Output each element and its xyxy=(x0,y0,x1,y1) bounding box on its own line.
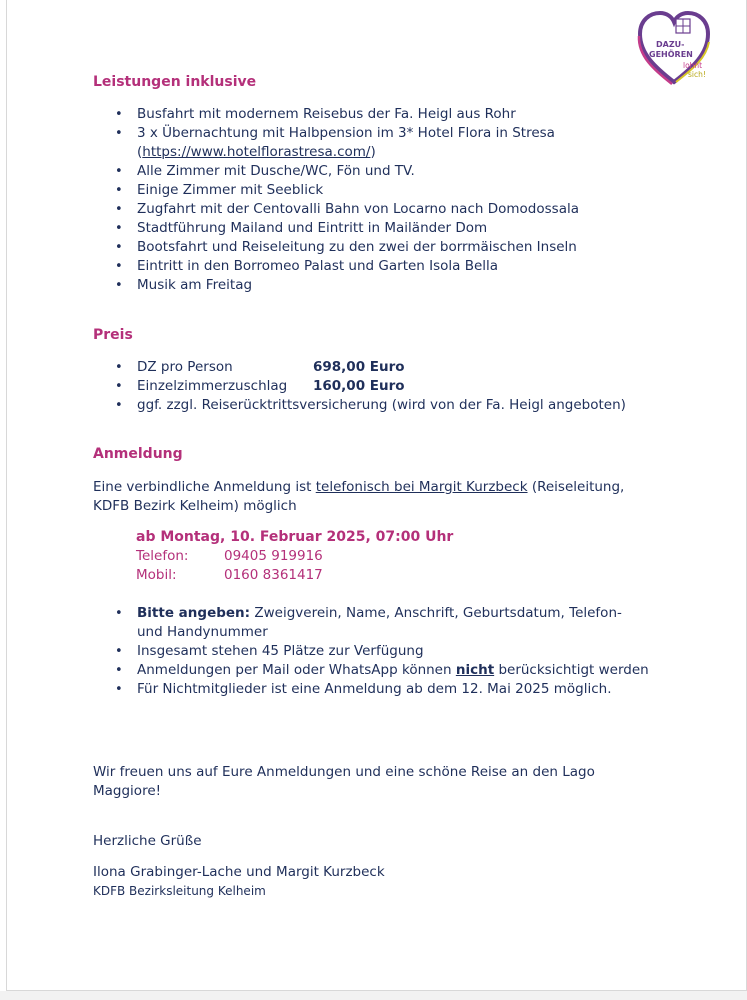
bitte-angeben-label: Bitte angeben: xyxy=(137,605,251,621)
logo-line-3: lohnt xyxy=(683,61,703,70)
closing-line-1: Wir freuen uns auf Eure Anmeldungen und eine schöne Reise an den Lago xyxy=(93,764,595,780)
logo-line-1: DAZU- xyxy=(656,40,685,49)
closing-line-2: Maggiore! xyxy=(93,783,162,799)
mail-text: Anmeldungen per Mail oder WhatsApp können xyxy=(137,662,456,678)
nicht-emphasis: nicht xyxy=(455,662,495,678)
list-item: • Musik am Freitag xyxy=(93,276,733,295)
price-value: 160,00 Euro xyxy=(313,378,405,394)
list-item: • Stadtführung Mailand und Eintritt in Mailänder Dom xyxy=(93,219,733,238)
list-item: • Für Nichtmitglieder ist eine Anmeldung ab dem 12. Mai 2025 möglich. xyxy=(93,680,733,699)
greeting: Herzliche Grüße xyxy=(93,833,202,849)
bitte-angeben-text-line2: und Handynummer xyxy=(137,624,268,640)
list-item: • Insgesamt stehen 45 Plätze zur Verfügung xyxy=(93,642,733,661)
mobil-value: 0160 8361417 xyxy=(224,567,323,583)
list-item xyxy=(93,124,733,162)
price-row-ez xyxy=(93,377,733,396)
hotel-link[interactable]: https://www.hotelflorastresa.com/ xyxy=(142,144,371,160)
telefon-value: 09405 919916 xyxy=(224,548,323,564)
link-paren-close: ) xyxy=(370,144,376,160)
mobil-row xyxy=(136,566,323,585)
price-label: Einzelzimmerzuschlag xyxy=(137,378,288,394)
bitte-angeben-text: Zweigverein, Name, Anschrift, Geburtsdatum, Telefon- xyxy=(250,605,622,621)
telefon-row xyxy=(136,547,323,566)
list-item xyxy=(93,604,733,642)
anmeldung-start: ab Montag, 10. Februar 2025, 07:00 Uhr xyxy=(136,529,454,545)
link-paren-open: ( xyxy=(137,144,143,160)
mail-text-end: berücksichtigt werden xyxy=(494,662,649,678)
insurance-note: • ggf. zzgl. Reiserücktrittsversicherung (wird von der Fa. Heigl angeboten) xyxy=(93,396,733,415)
preis-list xyxy=(93,358,733,415)
closing-paragraph xyxy=(93,763,595,801)
leistungen-heading: Leistungen inklusive xyxy=(93,74,257,90)
intro-text-line2: KDFB Bezirk Kelheim) möglich xyxy=(93,498,297,514)
intro-text: Eine verbindliche Anmeldung ist xyxy=(93,479,316,495)
list-item: • Busfahrt mit modernem Reisebus der Fa. Heigl aus Rohr xyxy=(93,105,733,124)
anmeldung-intro xyxy=(93,478,624,516)
kdfb-logo xyxy=(636,8,712,88)
page-bottom-margin xyxy=(0,991,747,1000)
intro-text-end: (Reiseleitung, xyxy=(527,479,625,495)
price-label: DZ pro Person xyxy=(137,359,233,375)
anmeldung-heading: Anmeldung xyxy=(93,446,183,462)
price-value: 698,00 Euro xyxy=(313,359,405,375)
list-item-text: 3 x Übernachtung mit Halbpension im 3* Hotel Flora in Stresa xyxy=(137,125,555,141)
list-item: • Zugfahrt mit der Centovalli Bahn von Locarno nach Domodossala xyxy=(93,200,733,219)
logo-line-2: GEHÖREN xyxy=(649,50,693,59)
list-item xyxy=(93,661,733,680)
leistungen-list xyxy=(93,105,733,295)
telefon-link[interactable]: telefonisch bei Margit Kurzbeck xyxy=(315,479,528,495)
signature-org: KDFB Bezirksleitung Kelheim xyxy=(93,884,266,898)
list-item: • Einige Zimmer mit Seeblick xyxy=(93,181,733,200)
logo-line-4: sich! xyxy=(688,70,706,79)
anmeldung-list xyxy=(93,604,733,699)
list-item: • Eintritt in den Borromeo Palast und Garten Isola Bella xyxy=(93,257,733,276)
preis-heading: Preis xyxy=(93,327,133,343)
list-item: • Alle Zimmer mit Dusche/WC, Fön und TV. xyxy=(93,162,733,181)
signature-names: Ilona Grabinger-Lache und Margit Kurzbeck xyxy=(93,864,385,880)
price-row-dz xyxy=(93,358,733,377)
mobil-label: Mobil: xyxy=(136,567,177,583)
telefon-label: Telefon: xyxy=(136,548,189,564)
list-item: • Bootsfahrt und Reiseleitung zu den zwei der borrmäischen Inseln xyxy=(93,238,733,257)
